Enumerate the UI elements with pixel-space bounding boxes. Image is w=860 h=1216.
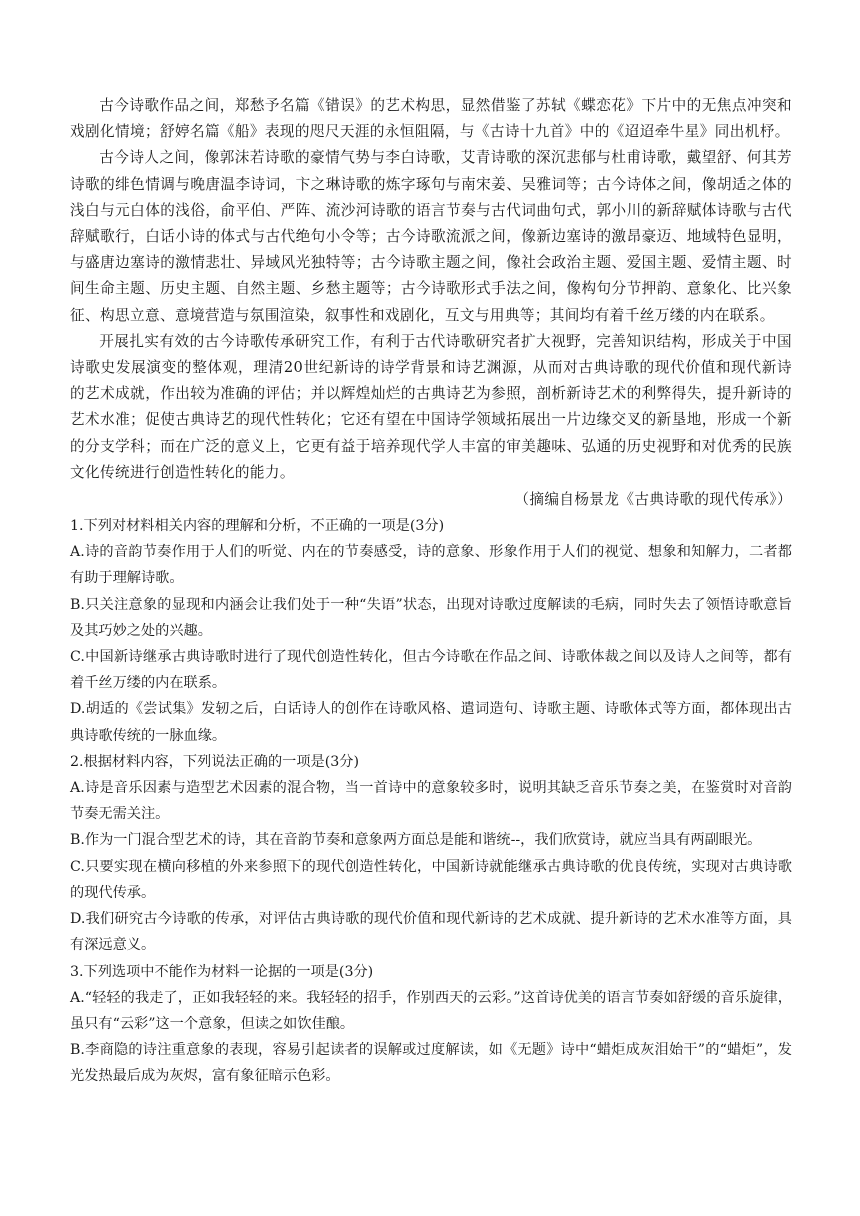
question-option-d: D.我们研究古今诗歌的传承，对评估古典诗歌的现代价值和现代新诗的艺术成就、提升新诗的艺术水准等方面，具有深远意义。 [70, 911, 792, 954]
question-option-b: B.只关注意象的显现和内涵会让我们处于一种“失语”状态，出现对诗歌过度解读的毛病，同时失去了领悟诗歌意旨及其巧妙之处的兴趣。 [70, 596, 792, 639]
question-option-c: C.中国新诗继承古典诗歌时进行了现代创造性转化，但古今诗歌在作品之间、诗歌体裁之间以及诗人之间等，都有着千丝万缕的内在联系。 [70, 649, 792, 692]
question-1 [70, 513, 792, 749]
question-option-b: B.作为一门混合型艺术的诗，其在音韵节奏和意象两方面总是能和谐统--，我们欣赏诗，就应当具有两副眼光。 [70, 832, 762, 849]
passage-source: （摘编自杨景龙《古典诗歌的现代传承》） [514, 491, 792, 509]
question-option-a: A.诗的音韵节奏作用于人们的听觉、内在的节奏感受，诗的意象、形象作用于人们的视觉、想象和知解力，二者都有助于理解诗歌。 [70, 544, 792, 587]
question-option-a: A.诗是音乐因素与造型艺术因素的混合物，当一首诗中的意象较多时，说明其缺乏音乐节奏之美，在鉴赏时对音韵节奏无需关注。 [70, 780, 792, 823]
passage-paragraph: 古今诗歌作品之间，郑愁予名篇《错误》的艺术构思，显然借鉴了苏轼《蝶恋花》下片中的无焦点冲突和戏剧化情境；舒婷名篇《船》表现的咫尺天涯的永恒阻隔，与《古诗十九首》中的《迢迢牵牛星》同出机杼。 [70, 97, 792, 141]
question-stem: 2.根据材料内容，下列说法正确的一项是(3分) [70, 753, 360, 770]
question-2 [70, 749, 792, 959]
passage-paragraph: 古今诗人之间，像郭沫若诗歌的豪情气势与李白诗歌，艾青诗歌的深沉悲郁与杜甫诗歌，戴望舒、何其芳诗歌的绯色情调与晚唐温李诗词，卞之琳诗歌的炼字琢句与南宋姜、吴雅词等；古今诗体之间，像胡适之体的浅白与元白体的浅俗，俞平伯、严阵、流沙河诗歌的语言节奏与古代词曲句式，郭小川的新辞赋体诗歌与古代辞赋歌行，白话小诗的体式与古代绝句小令等；古今诗歌流派之间，像新边塞诗的激昂豪迈、地域特色显明，与盛唐边塞诗的激情悲壮、异域风光独特等；古今诗歌主题之间，像社会政治主题、爱国主题、爱情主题、时间生命主题、历史主题、自然主题、乡愁主题等；古今诗歌形式手法之间，像构句分节押韵、意象化、比兴象征、构思立意、意境营造与氛围渲染，叙事性和戏剧化，互文与用典等；其间均有着千丝万缕的内在联系。 [70, 149, 792, 324]
question-option-d: D.胡适的《尝试集》发轫之后，白话诗人的创作在诗歌风格、遣词造句、诗歌主题、诗歌体式等方面，都体现出古典诗歌传统的一脉血缘。 [70, 701, 792, 744]
passage-paragraph: 开展扎实有效的古今诗歌传承研究工作，有利于古代诗歌研究者扩大视野，完善知识结构，形成关于中国诗歌史发展演变的整体观，理清20世纪新诗的诗学背景和诗艺渊源，从而对古典诗歌的现代价值和现代新诗的艺术成就，作出较为准确的评估；并以辉煌灿烂的古典诗艺为参照，剖析新诗艺术的利弊得失，提升新诗的艺术水准；促使古典诗艺的现代性转化；它还有望在中国诗学领域拓展出一片边缘交叉的新垦地，形成一个新的分支学科；而在广泛的意义上，它更有益于培养现代学人丰富的审美趣味、弘通的历史视野和对优秀的民族文化传统进行创造性转化的能力。 [70, 332, 792, 481]
question-option-c: C.只要实现在横向移植的外来参照下的现代创造性转化，中国新诗就能继承古典诗歌的优良传统，实现对古典诗歌的现代传承。 [70, 858, 792, 901]
question-3 [70, 959, 792, 1090]
exam-page [70, 93, 792, 1090]
question-stem: 1.下列对材料相关内容的理解和分析，不正确的一项是(3分) [70, 518, 445, 535]
question-option-a: A.“轻轻的我走了，正如我轻轻的来。我轻轻的招手，作别西天的云彩。”这首诗优美的语言节奏如舒缓的音乐旋律，虽只有“云彩”这一个意象，但读之如饮佳酿。 [70, 989, 792, 1032]
question-option-b: B.李商隐的诗注重意象的表现，容易引起读者的误解或过度解读，如《无题》诗中“蜡炬成灰泪始干”的“蜡炬”，发光发热最后成为灰烬，富有象征暗示色彩。 [70, 1042, 792, 1085]
question-stem: 3.下列选项中不能作为材料一论据的一项是(3分) [70, 963, 374, 980]
